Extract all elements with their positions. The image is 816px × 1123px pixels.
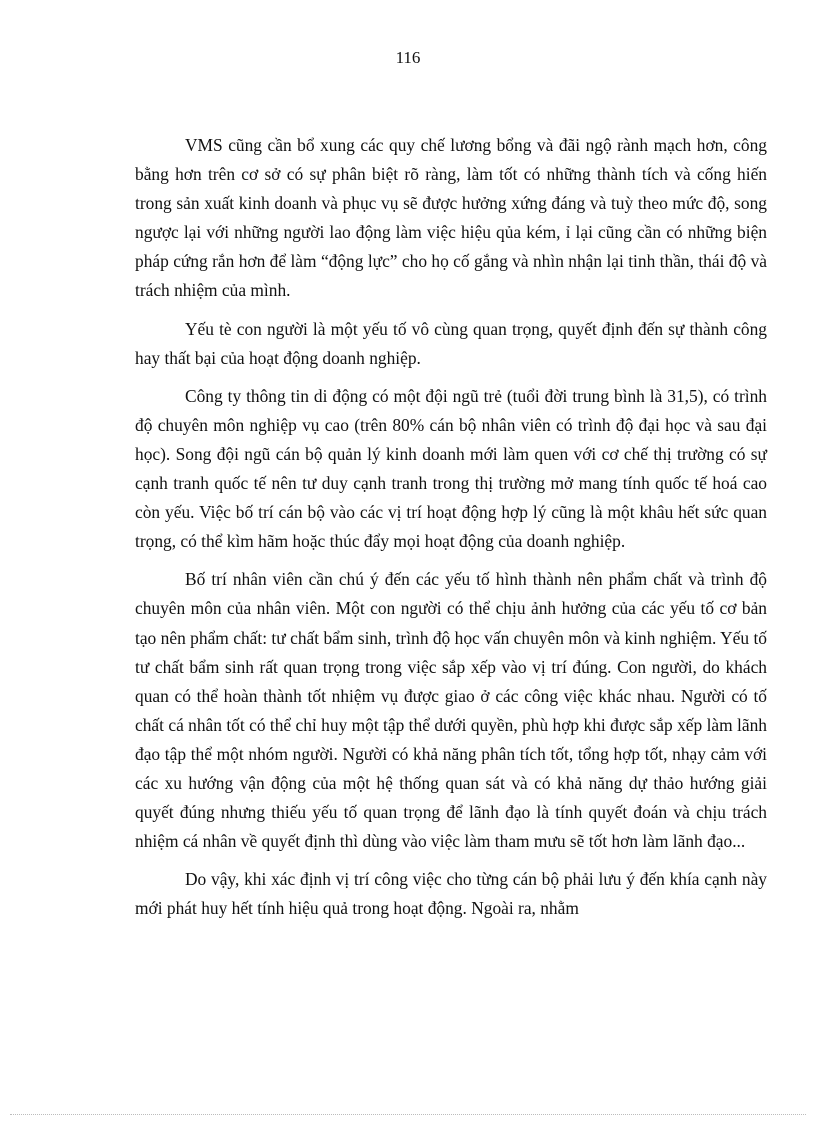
- paragraph-human-factor: Yếu tè con người là một yếu tố vô cùng quan trọng, quyết định đến sự thành công hay thất bại của hoạt động doanh nghiệp.: [135, 318, 767, 368]
- paragraph-wage-policy: VMS cũng cần bổ xung các quy chế lương bổng và đãi ngộ rành mạch hơn, công bằng hơn trên cơ sở có sự phân biệt rõ ràng, làm tốt có những thành tích và cống hiến trong sản xuất kinh doanh và phục vụ sẽ được hưởng xứng đáng và tuỳ theo mức độ, song ngược lại với những người lao động làm việc hiệu qủa kém, ỉ lại cũng cần có những biện pháp cứng rắn hơn để làm “động lực” cho họ cố gắng và nhìn nhận lại tinh thần, thái độ và trách nhiệm của mình.: [135, 135, 767, 301]
- paragraph-workforce: Công ty thông tin di động có một đội ngũ trẻ (tuổi đời trung bình là 31,5), có trình độ chuyên môn nghiệp vụ cao (trên 80% cán bộ nhân viên có trình độ đại học và sau đại học). Song đội ngũ cán bộ quản lý kinh doanh mới làm quen với cơ chế thị trường có sự cạnh tranh quốc tế nên tư duy cạnh tranh trong thị trường mở mang tính quốc tế hoá cao còn yếu. Việc bố trí cán bộ vào các vị trí hoạt động hợp lý cũng là một khâu hết sức quan trọng, có thể kìm hãm hoặc thúc đẩy mọi hoạt động của doanh nghiệp.: [135, 385, 767, 552]
- paragraph-staff-placement: Bố trí nhân viên cần chú ý đến các yếu tố hình thành nên phẩm chất và trình độ chuyên môn của nhân viên. Một con người có thể chịu ảnh hưởng của các yếu tố cơ bản tạo nên phẩm chất: tư chất bẩm sinh, trình độ học vấn chuyên môn và kinh nghiệm. Yếu tố tư chất bẩm sinh rất quan trọng trong việc sắp xếp vào vị trí đúng. Con người, do khách quan có thể hoàn thành tốt nhiệm vụ được giao ở các công việc khác nhau. Người có tố chất cá nhân tốt có thể chỉ huy một tập thể dưới quyền, phù hợp khi được sắp xếp làm lãnh đạo tập thể một nhóm người. Người có khả năng phân tích tốt, tổng hợp tốt, nhạy cảm với các xu hướng vận động của một hệ thống quan sát và có khả năng dự thảo hướng giải quyết đúng nhưng thiếu yếu tố quan trọng để lãnh đạo là tính quyết đoán và chịu trách nhiệm cá nhân về quyết định thì dùng vào việc làm tham mưu sẽ tốt hơn làm lãnh đạo...: [135, 569, 767, 852]
- page-number: 116: [395, 48, 421, 67]
- document-body: [135, 131, 767, 932]
- paragraph-conclusion: Do vậy, khi xác định vị trí công việc cho từng cán bộ phải lưu ý đến khía cạnh này mới phát huy hết tính hiệu quả trong hoạt động. Ngoài ra, nhằm: [135, 869, 767, 919]
- page-bottom-divider: [10, 1114, 806, 1115]
